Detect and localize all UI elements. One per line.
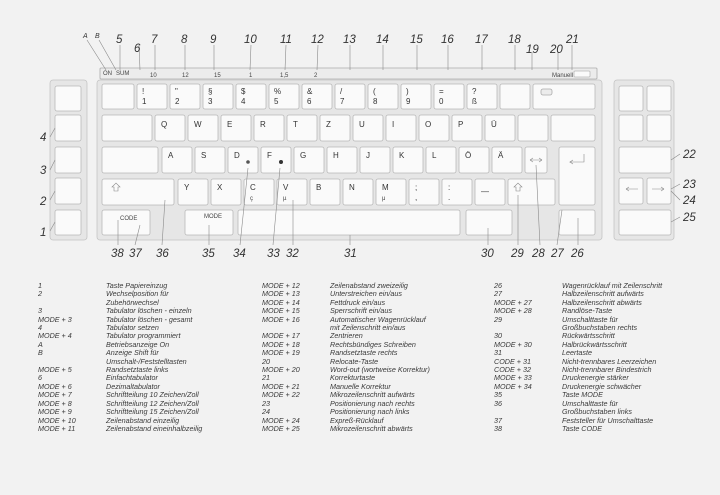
legend-description: Umschalttaste für [562,398,618,408]
key-e[interactable] [221,115,251,141]
key-c[interactable] [244,179,274,205]
key-k[interactable] [393,147,423,173]
callout-31: 31 [344,248,357,260]
callout-33: 33 [267,248,280,260]
legend-key: 26 [494,281,502,290]
key-b[interactable] [310,179,340,205]
legend-description: Nicht-trennbares Leerzeichen [562,356,657,366]
pitch-15-label: 15 [214,73,221,79]
key-w-label: W [194,120,202,129]
legend-description: Randlöse-Taste [562,306,613,316]
legend-key: MODE + 14 [262,297,300,307]
key-p-label: P [458,120,464,129]
ab-leader-lines [87,40,116,70]
right-blank-key-1[interactable] [619,86,643,111]
key-n-label: N [349,183,355,192]
legend-key: MODE + 25 [262,423,300,433]
callout-11: 11 [280,34,292,46]
position-right-key[interactable] [647,178,671,204]
key-comma-lower: , [415,193,418,202]
callout-22: 22 [683,149,696,161]
legend-description: Expreß-Rücklauf [330,415,384,425]
legend-key: MODE + 12 [262,281,300,290]
callout-8: 8 [181,34,188,46]
line-spacing-1-label: 1 [249,73,253,79]
callout-29: 29 [511,248,524,260]
callout-1: 1 [40,227,47,239]
legend-key: MODE + 9 [38,407,72,417]
legend-key: CODE + 32 [494,365,531,375]
legend-description: Manuelle Korrektur [330,381,391,391]
backspace-key[interactable] [466,210,512,235]
key-9-lower: 9 [406,97,411,106]
key-comma[interactable] [409,179,439,205]
micro-line-down-key[interactable] [619,210,671,235]
key-0-upper: = [439,87,444,96]
callout-10: 10 [244,34,257,46]
legend-key: MODE + 18 [262,339,300,349]
key-ue-label: Ü [491,120,497,129]
legend-key: MODE + 22 [262,390,300,400]
key-m[interactable] [376,179,406,205]
key-x-label: X [217,183,223,192]
key-c-label: C [250,183,256,192]
key-t[interactable] [287,115,317,141]
legend-description: Dezimaltabulator [106,381,160,391]
callout-37: 37 [129,248,142,260]
print-energy-higher-dot [279,160,283,164]
right-blank-key-4[interactable] [647,115,671,141]
legend-description: Nicht-trennbarer Bindestrich [562,365,652,375]
callout-19: 19 [526,44,539,56]
key-s-label: S [201,151,207,160]
key-0-lower: 0 [439,97,444,106]
key-comma-upper: ; [415,183,418,192]
key-r-label: R [260,120,266,129]
callout-15: 15 [410,34,423,46]
callout-2: 2 [40,196,47,208]
legend-description: Rückwärtsschritt [562,331,615,341]
legend-description: Randsetztaste rechts [330,348,398,358]
callout-28: 28 [532,248,545,260]
callout-12: 12 [311,34,324,46]
key-8-upper: ( [373,87,376,96]
key-minus[interactable] [475,179,505,205]
key-sz-lower: ß [472,97,477,106]
key-3-upper: § [208,87,213,96]
key-6-upper: & [307,87,313,96]
legend-middle [262,282,430,433]
key-q[interactable] [155,115,185,141]
legend-description: Großbuchstaben links [562,407,632,417]
legend-description: Umschalttaste für [562,314,618,324]
legend-key: MODE + 16 [262,314,300,324]
key-v-alt: µ [283,196,287,202]
legend-key: 1 [38,281,42,290]
legend-description: Positionierung nach links [330,407,410,417]
key-ae[interactable] [492,147,522,173]
legend-description: Tabulator setzen [106,323,159,333]
legend-description: Tabulator programmiert [106,331,181,341]
key-1-lower: 1 [142,97,147,106]
callout-24: 24 [683,195,696,207]
legend-key: MODE + 27 [494,297,532,307]
key-l[interactable] [426,147,456,173]
legend-description: Taste MODE [562,390,603,400]
shift-left-key[interactable] [102,179,174,205]
key-l-label: L [432,151,437,160]
return-key[interactable] [559,147,595,205]
legend-key: MODE + 4 [38,331,72,341]
correction-icon [541,89,552,95]
key-7-lower: 7 [340,97,345,106]
manual-label: Manuell [552,73,574,79]
legend-description: Fettdruck ein/aus [330,297,386,307]
manual-indicator [574,71,590,77]
key-o-label: O [425,120,432,129]
key-s[interactable] [195,147,225,173]
space-bar[interactable] [238,210,460,235]
legend-key: A [38,339,43,349]
legend-key: 29 [494,314,502,324]
legend-description: Tabulator löschen - gesamt [106,314,193,324]
key-p[interactable] [452,115,482,141]
paper-feed-key[interactable] [55,210,81,235]
legend-description: Leertaste [562,348,592,358]
legend-key: MODE + 10 [38,415,76,425]
legend-description: Druckenergie schwächer [562,381,642,391]
key-z[interactable] [320,115,350,141]
legend-description: Taste Papiereinzug [106,281,168,290]
legend-key: 24 [262,407,270,417]
key-v-label: V [283,183,289,192]
legend-description: Tabulator löschen - einzeln [106,306,192,316]
legend-key: MODE + 3 [38,314,72,324]
indicator-strip [100,68,597,79]
legend-description: Zeilenabstand einzeilig [106,415,180,425]
legend-key [38,299,106,307]
key-dot[interactable] [442,179,472,205]
legend-key: MODE + 19 [262,348,300,358]
callout-23: 23 [683,179,696,191]
legend-key [494,408,562,416]
legend-description: Relocate-Taste [330,356,379,366]
legend-key: MODE + 30 [494,339,532,349]
legend-description: Taste CODE [562,423,603,433]
key-4-upper: $ [241,87,246,96]
key-9-upper: ) [406,87,409,96]
key-5-upper: % [274,87,282,96]
callout-4: 4 [40,132,47,144]
callout-18: 18 [508,34,521,46]
callout-36: 36 [156,248,169,260]
callout-14: 14 [376,34,389,46]
legend-key: 3 [38,306,42,316]
shift-lock-key[interactable] [102,147,158,173]
code-key[interactable] [102,210,150,235]
key-u-label: U [359,120,365,129]
callout-38: 38 [111,248,124,260]
key-plus[interactable] [518,115,548,141]
legend-description: Halbzeilenschritt abwärts [562,297,642,307]
key-dot-upper: : [448,183,451,192]
key-b-label: B [316,183,322,192]
legend-key [494,324,562,332]
key-c-alt: ç [250,196,253,202]
key-minus-label: — [481,187,489,196]
legend-key: MODE + 15 [262,306,300,316]
legend-key: 37 [494,415,502,425]
legend-description: Anzeige Shift für [106,348,159,358]
legend-key: MODE + 8 [38,398,72,408]
legend-description: Großbuchstaben rechts [562,323,638,333]
key-q-label: Q [161,120,168,129]
key-oe-label: Ö [465,151,472,160]
key-4-lower: 4 [241,97,246,106]
legend-description: Schriftteilung 12 Zeichen/Zoll [106,398,199,408]
key-i-label: I [392,120,395,129]
legend-key: CODE + 31 [494,356,531,366]
legend-description: Mikrozeilenschritt aufwärts [330,390,415,400]
legend-key: 23 [262,398,270,408]
legend-key: B [38,348,43,358]
legend-description: Unterstreichen ein/aus [330,289,402,299]
decimal-tab-key[interactable] [102,115,152,141]
legend-description: Feststeller für Umschalttaste [562,415,654,425]
key-i[interactable] [386,115,416,141]
callout-21: 21 [566,34,579,46]
key-5-lower: 5 [274,97,279,106]
legend-key: 6 [38,373,42,383]
callout-16: 16 [441,34,454,46]
tab-key[interactable] [102,84,134,109]
legend-key: MODE + 7 [38,390,72,400]
print-energy-lower-dot [246,160,250,164]
key-m-label: M [382,183,389,192]
legend-key: MODE + 6 [38,381,72,391]
accessory-change-key[interactable] [55,178,81,204]
key-2-lower: 2 [175,97,180,106]
legend-key: 36 [494,398,502,408]
callout-5: 5 [116,34,123,46]
key-ue[interactable] [485,115,515,141]
callout-32: 32 [286,248,299,260]
legend-description: Umschalt-/Feststelltasten [106,356,187,366]
code-key-label: CODE [120,216,138,222]
legend-description: Mikrozeilenschritt abwärts [330,423,413,433]
legend-key: 35 [494,390,502,400]
legend-key: MODE + 24 [262,415,300,425]
legend-description: Schriftteilung 15 Zeichen/Zoll [106,407,199,417]
tab-clear-key[interactable] [55,147,81,173]
legend-key: MODE + 5 [38,365,72,375]
legend-description: Einfachtabulator [106,373,158,383]
callout-20: 20 [550,44,563,56]
key-n[interactable] [343,179,373,205]
legend-key: 4 [38,323,42,333]
callout-A: A [83,33,88,40]
legend-key: 2 [38,289,42,299]
key-y[interactable] [178,179,208,205]
legend-key: MODE + 28 [494,306,532,316]
shift-right-key[interactable] [508,179,555,205]
legend-key: 38 [494,423,502,433]
key-z-label: Z [326,120,331,129]
key-2-upper: " [175,87,178,96]
key-sz-upper: ? [472,87,477,96]
pitch-12-label: 12 [182,73,189,79]
legend-left [38,282,202,433]
line-spacing-15-label: 1,5 [280,73,289,79]
right-blank-key-3[interactable] [619,115,643,141]
key-a[interactable] [162,147,192,173]
callout-7: 7 [151,34,158,46]
key-r[interactable] [254,115,284,141]
legend-description: Zentrieren [330,331,363,341]
correction-key[interactable] [533,84,595,109]
key-f-label: F [267,151,272,160]
key-m-alt: μ [382,196,386,202]
legend-description: Word-out (wortweise Korrektur) [330,365,430,375]
key-3-lower: 3 [208,97,213,106]
legend-description: Schriftteilung 10 Zeichen/Zoll [106,390,199,400]
key-oe[interactable] [459,147,489,173]
legend-key: MODE + 34 [494,381,532,391]
mode-key-label: MODE [204,214,222,220]
callout-27: 27 [551,248,564,260]
key-f[interactable] [261,147,291,173]
legend-key: 20 [262,356,270,366]
key-e-label: E [227,120,233,129]
key-d-label: D [234,151,240,160]
legend-description: Druckenergie stärker [562,373,629,383]
legend-key: MODE + 20 [262,365,300,375]
legend-description: Korrekturtaste [330,373,376,383]
legend-description: Automatischer Wagenrücklauf [330,314,426,324]
legend-row [262,425,430,433]
legend-key: MODE + 13 [262,289,300,299]
callout-13: 13 [343,34,356,46]
callout-9: 9 [210,34,217,46]
key-7-upper: / [340,87,343,96]
top-leader-lines [120,45,572,70]
key-a-label: A [168,151,174,160]
legend-description: Sperrschrift ein/aus [330,306,392,316]
legend-description: Halbrückwärtsschritt [562,339,627,349]
line-spacing-2-label: 2 [314,73,318,79]
legend-description: Zubehörwechsel [106,297,159,307]
key-1-upper: ! [142,87,145,96]
legend-description: Halbzeilenschritt aufwärts [562,289,644,299]
key-dot-lower: . [448,193,451,202]
pitch-10-label: 10 [150,73,157,79]
legend-description: Zeilenabstand eineinhalbzeilig [106,423,203,433]
key-v[interactable] [277,179,307,205]
legend-description: mit Zeilenschritt ein/aus [330,323,406,333]
key-g[interactable] [294,147,324,173]
legend-description: Zeilenabstand zweizeilig [330,281,408,290]
legend-description: Wechselposition für [106,289,169,299]
callout-17: 17 [475,34,488,46]
legend-description: Positionierung nach rechts [330,398,415,408]
callout-26: 26 [571,248,584,260]
key-o[interactable] [419,115,449,141]
key-h[interactable] [327,147,357,173]
legend-description: Rechtsbündiges Schreiben [330,339,416,349]
legend-key: 30 [494,331,502,341]
legend-key: MODE + 17 [262,331,300,341]
relocate-key[interactable] [551,115,595,141]
micro-line-up-key[interactable] [619,147,671,173]
key-g-label: G [300,151,307,160]
half-line-up-key[interactable] [559,210,595,235]
legend-row [38,425,202,433]
key-x[interactable] [211,179,241,205]
legend-key: MODE + 11 [38,423,76,433]
position-left-key[interactable] [619,178,643,204]
legend-row [494,425,662,433]
callout-35: 35 [202,248,215,260]
callout-34: 34 [233,248,246,260]
on-indicator-label: ON [103,71,112,77]
key-d[interactable] [228,147,258,173]
legend-description: Randsetztaste links [106,365,169,375]
right-blank-key-2[interactable] [647,86,671,111]
key-w[interactable] [188,115,218,141]
left-blank-key[interactable] [55,86,81,111]
key-u[interactable] [353,115,383,141]
callout-3: 3 [40,165,47,177]
legend-key: 21 [262,373,270,383]
key-j[interactable] [360,147,390,173]
key-6-lower: 6 [307,97,312,106]
tab-set-key[interactable] [55,115,81,141]
legend-key: MODE + 21 [262,381,300,391]
shift-indicator-label: SUM [116,71,130,77]
legend-description: Wagenrücklauf mit Zeilenschritt [562,281,663,290]
key-j-label: J [366,151,370,160]
legend-right [494,282,662,433]
legend-key: 31 [494,348,502,358]
callout-25: 25 [683,212,696,224]
callout-30: 30 [481,248,494,260]
callout-6: 6 [134,43,141,55]
key-h-label: H [333,151,339,160]
key-ae-label: Ä [498,151,504,160]
key-8-lower: 8 [373,97,378,106]
callout-B: B [95,33,100,40]
key-k-label: K [399,151,405,160]
legend-description: Betriebsanzeige On [106,339,170,349]
key-t-label: T [293,120,298,129]
key-y-label: Y [184,183,190,192]
key-accent[interactable] [500,84,530,109]
legend-key: MODE + 33 [494,373,532,383]
legend-key: 27 [494,289,502,299]
